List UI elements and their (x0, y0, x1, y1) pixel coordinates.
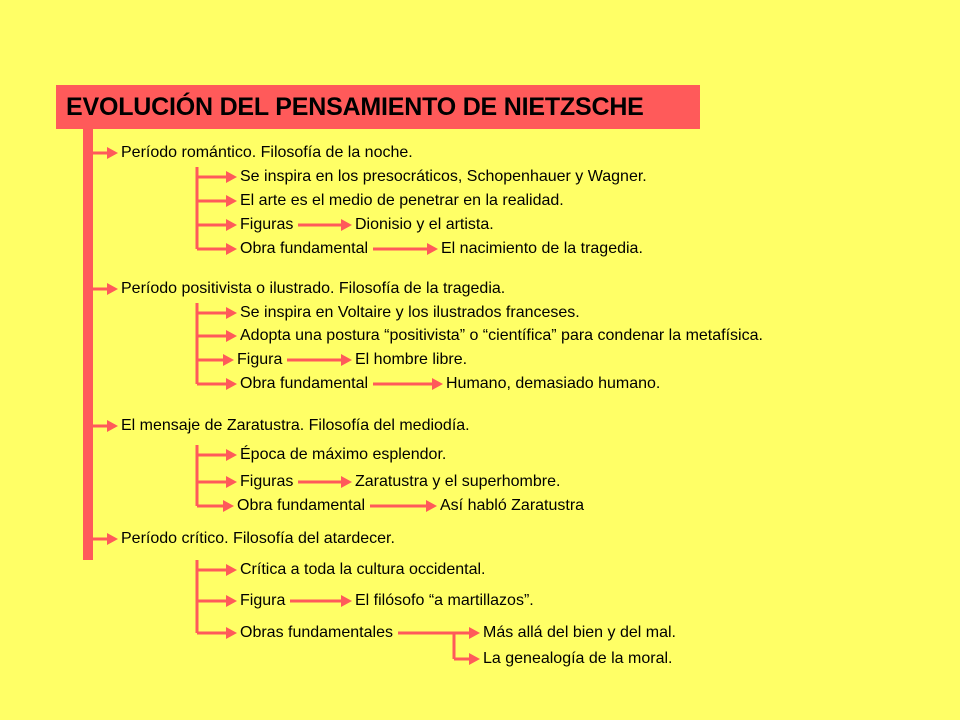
period-2-item-2-label: Adopta una postura “positivista” o “científica” para condenar la metafísica. (240, 327, 763, 344)
period-4-item-3-detail-2: La genealogía de la moral. (483, 650, 673, 667)
period-1-arrow-arrowhead (107, 147, 118, 159)
period-3-item-1-arrow-arrowhead (226, 449, 237, 461)
period-4-item-3-detail-2-arrow-arrowhead (469, 653, 480, 665)
period-3-item-2-detail-arrow-arrowhead (341, 476, 352, 488)
period-1-item-4-label: Obra fundamental (240, 240, 369, 257)
period-1-item-4-arrow-arrowhead (226, 243, 237, 255)
period-2-item-1-arrow-arrowhead (226, 307, 237, 319)
period-4-item-3-detail: Más allá del bien y del mal. (483, 624, 676, 641)
period-2-item-1-label: Se inspira en Voltaire y los ilustrados franceses. (240, 304, 580, 321)
period-3-item-3-detail-arrow-arrowhead (426, 500, 437, 512)
period-2-item-4-detail: Humano, demasiado humano. (446, 375, 661, 392)
period-3-item-1-label: Época de máximo esplendor. (240, 446, 447, 463)
period-3-item-3-label: Obra fundamental (237, 497, 366, 514)
period-4-item-2-label: Figura (240, 592, 286, 609)
period-1-item-4-detail: El nacimiento de la tragedia. (441, 240, 643, 257)
title-banner (56, 85, 700, 129)
period-2-item-3-label: Figura (237, 351, 283, 368)
period-4-item-1-arrow-arrowhead (226, 564, 237, 576)
period-4-arrow-arrowhead (107, 533, 118, 545)
period-1-item-1-label: Se inspira en los presocráticos, Schopenhauer y Wagner. (240, 168, 647, 185)
period-1-label: Período romántico. Filosofía de la noche. (121, 144, 413, 161)
period-3-label: El mensaje de Zaratustra. Filosofía del mediodía. (121, 417, 470, 434)
period-1-item-4-detail-arrow-arrowhead (427, 243, 438, 255)
period-4-label: Período crítico. Filosofía del atardecer. (121, 530, 395, 547)
period-1-item-1-arrow-arrowhead (226, 171, 237, 183)
period-2-item-4-detail-arrow-arrowhead (432, 378, 443, 390)
period-2-item-3-arrow-arrowhead (223, 354, 234, 366)
period-3-arrow-arrowhead (107, 420, 118, 432)
period-2-label: Período positivista o ilustrado. Filosofía de la tragedia. (121, 280, 506, 297)
period-4-item-3-label: Obras fundamentales (240, 624, 393, 641)
page-title: EVOLUCIÓN DEL PENSAMIENTO DE NIETZSCHE (66, 93, 644, 121)
period-3-item-3-detail: Así habló Zaratustra (440, 497, 585, 514)
period-2-item-2-arrow-arrowhead (226, 330, 237, 342)
period-1-item-2-arrow-arrowhead (226, 195, 237, 207)
period-1-item-3-detail: Dionisio y el artista. (355, 216, 494, 233)
period-4-item-2-arrow-arrowhead (226, 595, 237, 607)
period-2-item-3-detail-arrow-arrowhead (341, 354, 352, 366)
period-4-item-2-detail: El filósofo “a martillazos”. (355, 592, 534, 609)
period-4-item-2-detail-arrow-arrowhead (341, 595, 352, 607)
period-1-item-3-label: Figuras (240, 216, 294, 233)
period-4-item-3-arrow-arrowhead (226, 627, 237, 639)
period-2-item-3-detail: El hombre libre. (355, 351, 468, 368)
main-spine (83, 129, 93, 560)
period-4-item-3-detail-arrow-arrowhead (469, 627, 480, 639)
period-3-item-2-arrow-arrowhead (226, 476, 237, 488)
period-3-item-2-detail: Zaratustra y el superhombre. (355, 473, 561, 490)
period-3-item-2-label: Figuras (240, 473, 294, 490)
period-1-item-3-detail-arrow-arrowhead (341, 219, 352, 231)
period-4-item-1-label: Crítica a toda la cultura occidental. (240, 561, 486, 578)
period-2-item-4-arrow-arrowhead (226, 378, 237, 390)
period-3-item-3-arrow-arrowhead (223, 500, 234, 512)
period-2-arrow-arrowhead (107, 283, 118, 295)
period-2-item-4-label: Obra fundamental (240, 375, 369, 392)
period-1-item-2-label: El arte es el medio de penetrar en la realidad. (240, 192, 564, 209)
period-1-item-3-arrow-arrowhead (226, 219, 237, 231)
